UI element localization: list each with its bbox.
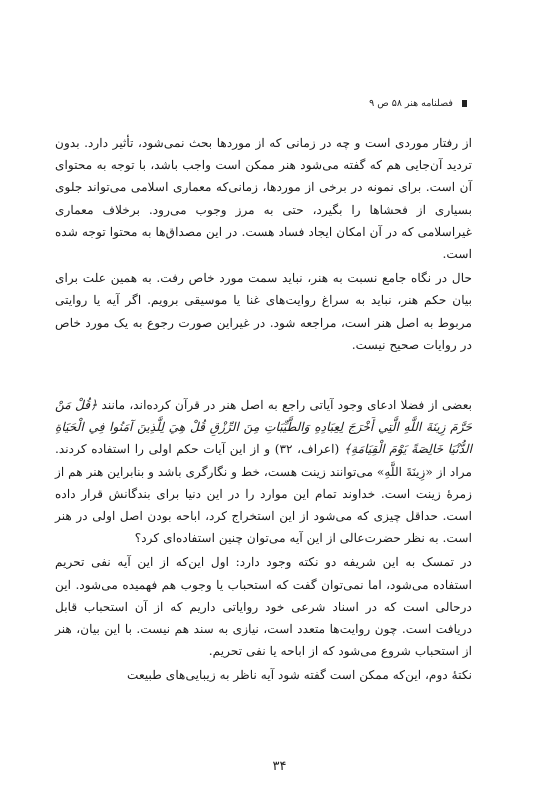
page-body	[55, 132, 472, 687]
paragraph-3-intro: بعضی از فضلا ادعای وجود آیاتی راجع به اصل هنر در قرآن کرده‌اند، مانند	[101, 398, 472, 413]
page-number: ۳۴	[272, 759, 287, 774]
quran-verse: ﴿قُلْ مَنْ حَرَّمَ زِينَةَ اللَّهِ الَّتِي أَخْرَجَ لِعِبَادِهِ وَالطَّيِّبَاتِ مِنَ الرِّزْقِ قُلْ هِيَ لِلَّذِينَ آمَنُوا فِي الْحَيَاةِ الدُّنْيَا خَالِصَةً يَوْمَ الْقِيَامَةِ﴾	[55, 398, 472, 457]
body-paragraph-2: حال در نگاه جامع نسبت به هنر، نباید سمت مورد خاص رفت. به همین علت برای بیان حکم هنر، نباید به سراغ روایت‌های غنا یا موسیقی برویم. اگر آیه یا روایتی مربوط به اصل هنر است، مراجعه شود. در غیراین صورت رجوع به یک مورد خاص در روایات صحیح نیست.	[55, 271, 472, 352]
body-paragraph-1: از رفتار موردی است و چه در زمانی که از موردها بحث نمی‌شود، تأثیر دارد. بدون تردید آن‌جایی هم که گفته می‌شود هنر ممکن است واجب باشد، با توجه به محتوای آن است. برای نمونه در برخی از موردها، زمانی‌که معماری اسلامی می‌تواند جلوی بسیاری از فحشاها را بگیرد، حتی به مرز وجوب می‌رود. برخلاف معماری غیراسلامی که در آن امکان ایجاد فساد هست. در این مصداق‌ها به محتوا توجه شده است.	[55, 136, 472, 262]
body-paragraph-5: نکتهٔ دوم، این‌که ممکن است گفته شود آیه ناظر به زیبایی‌های طبیعت	[127, 668, 472, 683]
running-header	[317, 98, 467, 112]
running-title: فصلنامه هنر ۵۸ ص ۹	[369, 98, 453, 109]
paragraph-3-continuation: (اعراف، ۳۲) و از این آیات حکم اولی را استفاده کردند. مراد از «زِينَةَ اللَّهِ» می‌توانند زینت هست، خط و نگارگری باشد و بنابراین هنر هم از زمرهٔ زینت است. خداوند تمام این موارد را در این دنیا برای بندگانش قرار داده است. حداقل چیزی که می‌شود از این استخراج کرد، اباحه بودن اصل اولی در هنر است. به نظر حضرت‌عالی از این آیه می‌توان چنین استفاده‌ای کرد؟	[55, 442, 472, 546]
body-paragraph-4: در تمسک به این شریفه دو نکته وجود دارد: اول این‌که از این آیه نفی تحریم استفاده می‌شود، اما نمی‌توان گفت که استحباب یا وجوب هم فهمیده می‌شود. این درحالی است که در اسناد شرعی خود روایاتی داریم که از آن استحباب قابل دریافت است. چون روایت‌ها متعدد است، نیازی به سند هم نیست. با این بیان، هنر از استحباب شروع می‌شود که از اباحه یا نفی تحریم.	[55, 555, 472, 659]
section-spacer	[55, 356, 472, 394]
body-paragraph-3	[55, 394, 472, 549]
header-marker-icon	[462, 100, 467, 107]
